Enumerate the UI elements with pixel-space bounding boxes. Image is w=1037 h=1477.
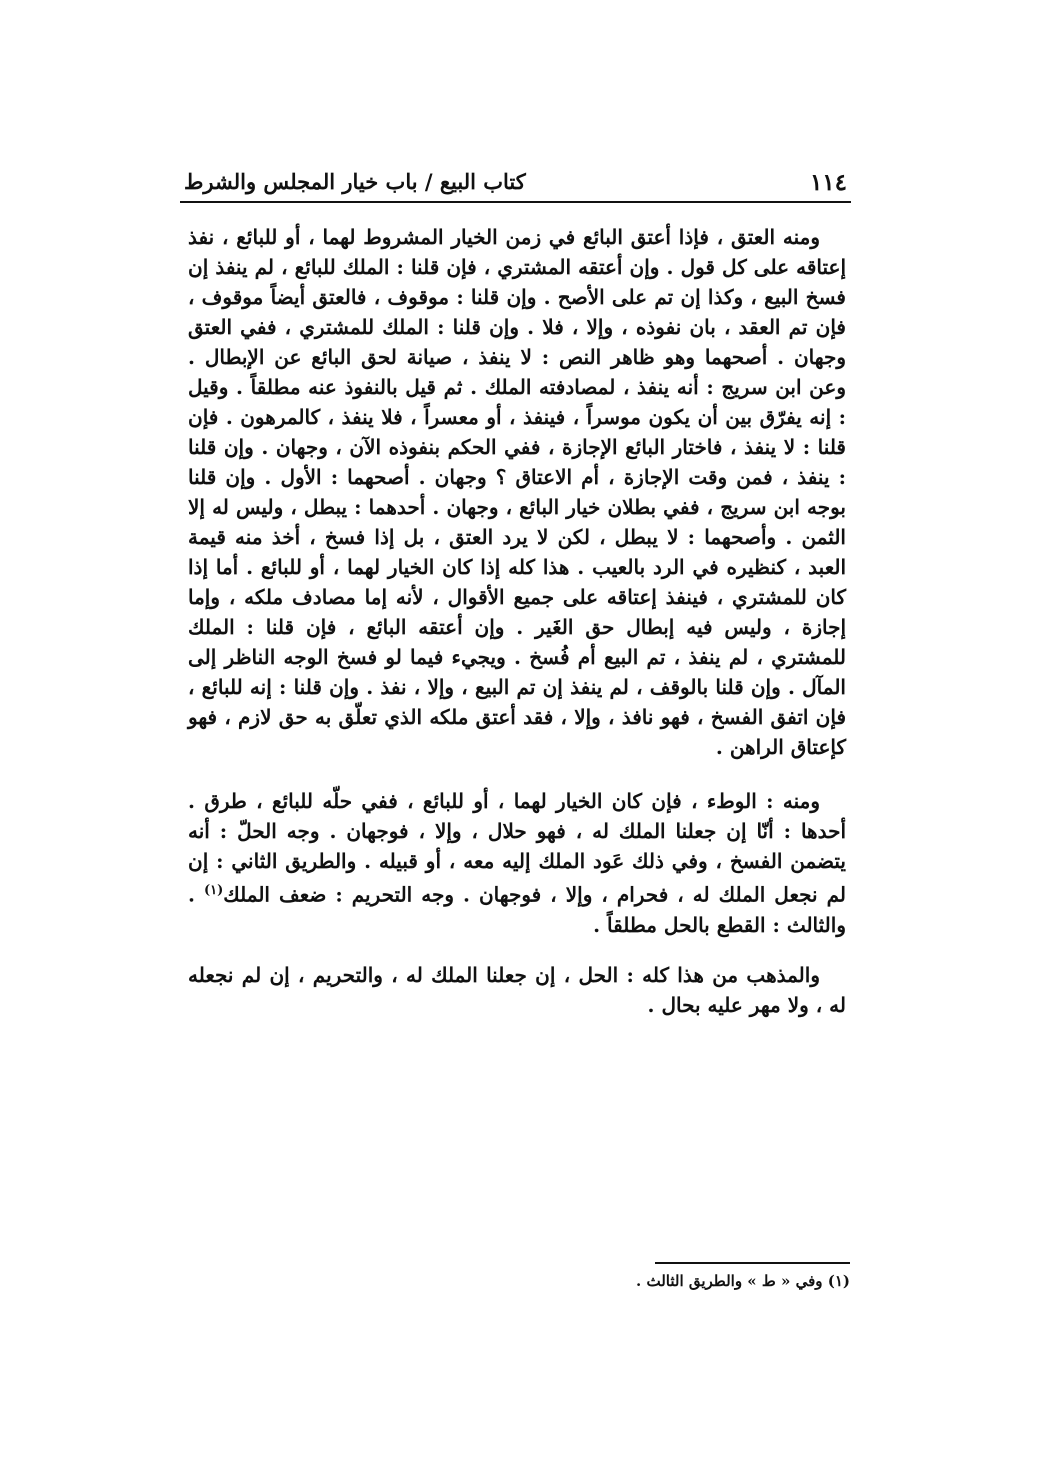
running-title: كتاب البيع / باب خيار المجلس والشرط — [184, 169, 526, 194]
paragraph-intercourse-tail: . والثالث : القطع بالحل مطلقاً . — [188, 882, 846, 937]
main-text — [188, 222, 846, 1020]
paragraph-madhhab: والمذهب من هذا كله : الحل ، إن جعلنا الملك له ، والتحريم ، إن لم نجعله له ، ولا مهر عليه بحال . — [188, 962, 846, 1017]
footnote: (١) وفي « ط » والطريق الثالث . — [636, 1272, 850, 1290]
footnote-rule — [655, 1262, 850, 1264]
footnote-marker: (١) — [203, 883, 224, 898]
page-number: ١١٤ — [809, 169, 847, 196]
page-header — [180, 165, 851, 201]
header-rule — [180, 201, 851, 203]
paragraph-intercourse-text: ومنه : الوطء ، فإن كان الخيار لهما ، أو للبائع ، ففي حلّه للبائع ، طرق . أحدها : أنّا إن جعلنا الملك له ، فهو حلال ، وإلا ، فوجهان . وجه الحلّ : أنه يتضمن الفسخ ، وفي ذلك عَود الملك إليه معه ، أو قبيله . والطريق الثاني : إن لم نجعل الملك له ، فحرام ، وإلا ، فوجهان . وجه التحريم : ضعف الملك — [188, 789, 846, 907]
paragraph-emancipation: ومنه العتق ، فإذا أعتق البائع في زمن الخيار المشروط لهما ، أو للبائع ، نفذ إعتاقه على كل قول . وإن أعتقه المشتري ، فإن قلنا : الملك للبائع ، لم ينفذ إن فسخ البيع ، وكذا إن تم على الأصح . وإن قلنا : موقوف ، فالعتق أيضاً موقوف ، فإن تم العقد ، بان نفوذه ، وإلا ، فلا . وإن قلنا : الملك للمشتري ، ففي العتق وجهان . أصحهما وهو ظاهر النص : لا ينفذ ، صيانة لحق البائع عن الإبطال . وعن ابن سريج : أنه ينفذ ، لمصادفته الملك . ثم قيل بالنفوذ عنه مطلقاً . وقيل : إنه يفرّق بين أن يكون موسراً ، فينفذ ، أو معسراً ، فلا ينفذ ، كالمرهون . فإن قلنا : لا ينفذ ، فاختار البائع الإجازة ، ففي الحكم بنفوذه الآن ، وجهان . وإن قلنا : ينفذ ، فمن وقت الإجازة ، أم الاعتاق ؟ وجهان . أصحهما : الأول . وإن قلنا بوجه ابن سريج ، ففي بطلان خيار البائع ، وجهان . أحدهما : يبطل ، وليس له إلا الثمن . وأصحهما : لا يبطل ، لكن لا يرد العتق ، بل إذا فسخ ، أخذ منه قيمة العبد ، كنظيره في الرد بالعيب . هذا كله إذا كان الخيار لهما ، أو للبائع . أما إذا كان للمشتري ، فينفذ إعتاقه على جميع الأقوال ، لأنه إما مصادف ملكه ، وإما إجازة ، وليس فيه إبطال حق الغَير . وإن أعتقه البائع ، فإن قلنا : الملك للمشتري ، لم ينفذ ، تم البيع أم فُسخ . ويجيء فيما لو فسخ الوجه الناظر إلى المآل . وإن قلنا بالوقف ، لم ينفذ إن تم البيع ، وإلا ، نفذ . وإن قلنا : إنه للبائع ، فإن اتفق الفسخ ، فهو نافذ ، وإلا ، فقد أعتق ملكه الذي تعلّق به حق لازم ، فهو كإعتاق الراهن . — [188, 225, 847, 759]
paragraph-intercourse — [188, 786, 846, 940]
